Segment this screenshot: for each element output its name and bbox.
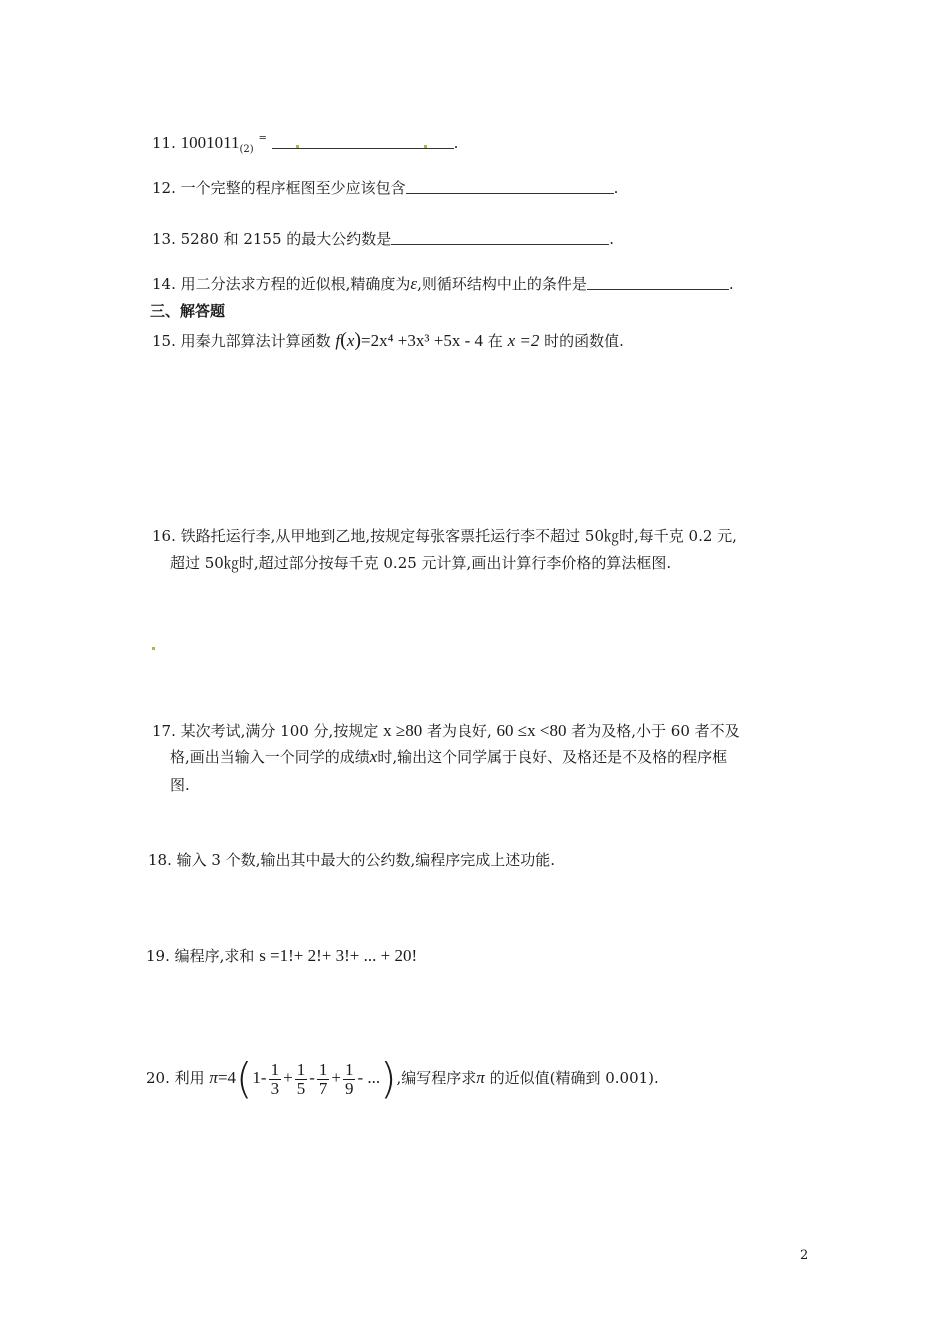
question-20: 20. 利用 π=4(1- $\frac{1}{3}$ + $\frac{1}{5}$ - $\frac{1}{7}$ + $\frac{1}{9}$ - ...),编写程序求π 的近似值(精确到 0.001). (146, 1054, 659, 1103)
speck-mark (152, 647, 155, 650)
question-12: 12. 一个完整的程序框图至少应该包含 . (152, 179, 619, 197)
fraction-1-5: $\frac{1}{5}$ (296, 1059, 306, 1098)
pi-symbol: π (209, 1068, 218, 1087)
question-16-line2: 超过 50㎏时,超过部分按每千克 0.25 元计算,画出计算行李价格的算法框图. (170, 554, 672, 572)
question-17-line1: 17. 某次考试,满分 100 分,按规定 x ≥80 者为良好, 60 ≤x <80 者为及格,小于 60 者不及 (152, 721, 740, 740)
q11-equals: = (258, 133, 267, 144)
q11-binary: 1001011 (180, 133, 240, 152)
polynomial: =2x⁴ +3x³ +5x - 4 (361, 331, 483, 350)
sum-formula: s =1!+ 2!+ 3!+ ... + 20! (259, 946, 418, 965)
speck-mark (296, 145, 299, 148)
section-heading: 三、解答题 (150, 302, 226, 320)
q12-answer-blank[interactable] (406, 192, 614, 194)
fraction-1-7: $\frac{1}{7}$ (318, 1059, 328, 1098)
question-19: 19. 编程序,求和 s =1!+ 2!+ 3!+ ... + 20! (146, 946, 418, 965)
page-number: 2 (800, 1248, 809, 1263)
question-16-line1: 16. 铁路托运行李,从甲地到乙地,按规定每张客票托运行李不超过 50㎏时,每千克 0.2 元, (152, 527, 737, 545)
epsilon-symbol: ε (410, 274, 418, 293)
question-13: 13. 5280 和 2155 的最大公约数是 . (152, 230, 615, 248)
fraction-1-9: $\frac{1}{9}$ (344, 1059, 354, 1098)
q11-base: (2) (239, 144, 254, 155)
question-17-line3: 图. (170, 776, 190, 794)
q11-number: 11. (152, 134, 176, 152)
q14-answer-blank[interactable] (587, 288, 729, 290)
speck-mark (424, 145, 427, 148)
question-17-line2: 格,画出当输入一个同学的成绩x时,输出这个同学属于良好、及格还是不及格的程序框 (170, 747, 728, 766)
question-15: 15. 用秦九部算法计算函数 f(x)=2x⁴ +3x³ +5x - 4 在 x =2 时的函数值. (152, 329, 624, 351)
pass-condition: 60 ≤x <80 (496, 721, 567, 740)
q13-answer-blank[interactable] (391, 243, 609, 245)
question-14: 14. 用二分法求方程的近似根,精确度为ε,则循环结构中止的条件是 . (152, 274, 734, 293)
fraction-1-3: $\frac{1}{3}$ (270, 1059, 280, 1098)
question-18: 18. 输入 3 个数,输出其中最大的公约数,编程序完成上述功能. (148, 851, 556, 869)
x-value: x =2 (507, 331, 540, 350)
good-condition: x ≥80 (383, 721, 423, 740)
question-11: 11. $1001011_{(2)}$ = . (152, 133, 459, 155)
